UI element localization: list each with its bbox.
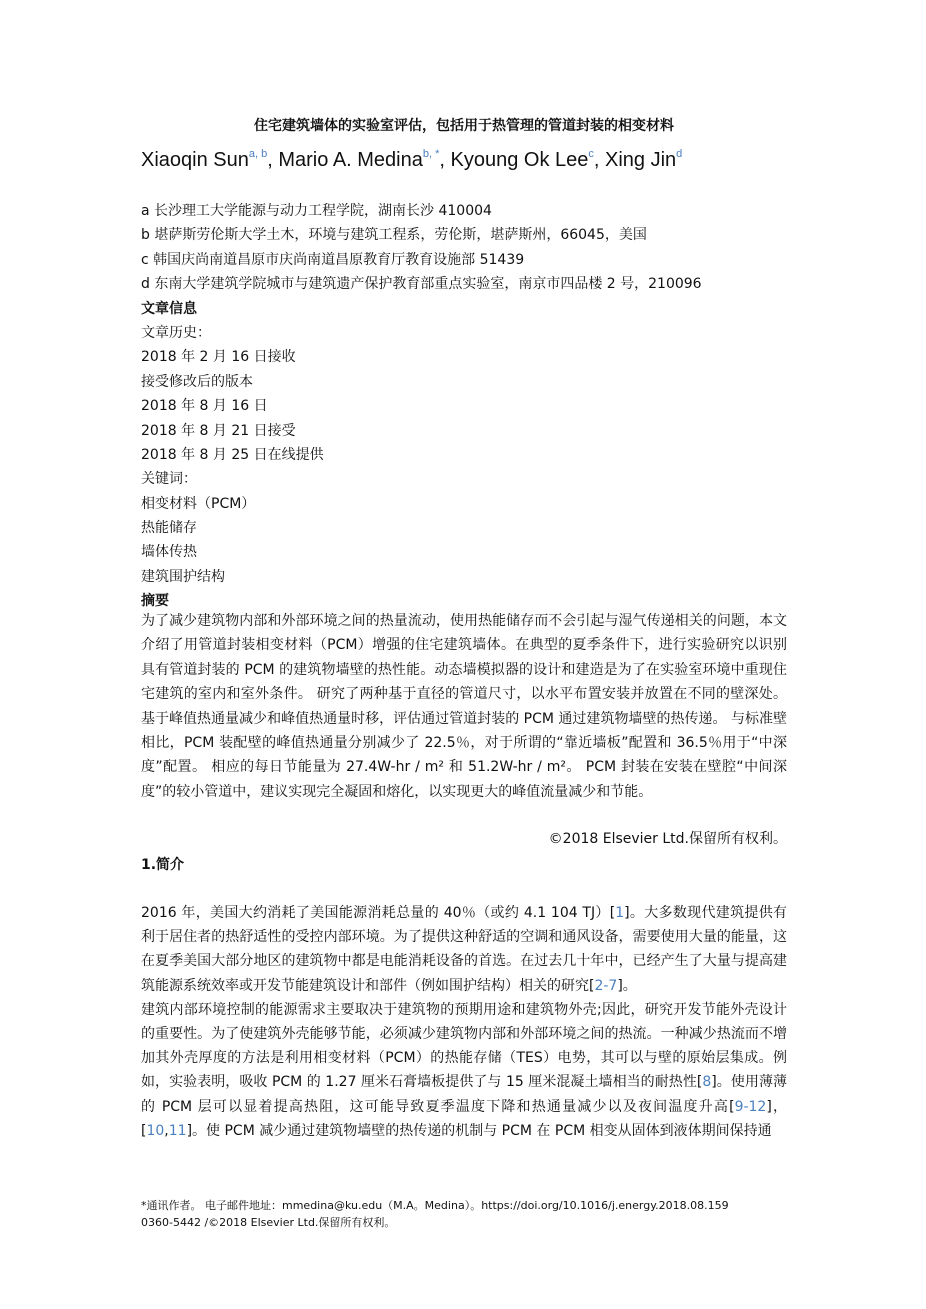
history-item: 2018 年 2 月 16 日接收 bbox=[141, 349, 296, 366]
author-affiliation-mark[interactable]: c bbox=[588, 148, 594, 160]
paragraph bbox=[141, 998, 787, 1143]
article-info-heading: 文章信息 bbox=[141, 300, 197, 317]
introduction-body bbox=[141, 901, 787, 1143]
author-list: Xiaoqin Sun$^{a, b}$, Mario A. Medina$^{b, *}$, Kyoung Ok Lee$^c$, Xing Jin$^d$ bbox=[141, 148, 683, 171]
author-affiliation-mark[interactable]: b, * bbox=[422, 148, 440, 160]
author-name: Xing Jin bbox=[605, 149, 677, 171]
citation-link[interactable]: 9-12 bbox=[734, 1098, 767, 1115]
citation-link[interactable]: 8 bbox=[702, 1074, 712, 1091]
citation-link[interactable]: 2-7 bbox=[594, 977, 618, 994]
history-item: 2018 年 8 月 16 日 bbox=[141, 398, 268, 415]
affiliation: d 东南大学建筑学院城市与建筑遗产保护教育部重点实验室，南京市四品楼 2 号，210096 bbox=[141, 276, 702, 293]
affiliation: b 堪萨斯劳伦斯大学土木，环境与建筑工程系，劳伦斯，堪萨斯州，66045，美国 bbox=[141, 227, 647, 244]
keyword: 墙体传热 bbox=[141, 544, 197, 561]
paragraph-text: ]。使 PCM 减少通过建筑物墙壁的热传递的机制与 PCM 在 PCM 相变从固体到液体期间保持通 bbox=[186, 1122, 772, 1139]
paper-title: 住宅建筑墙体的实验室评估，包括用于热管理的管道封装的相变材料 bbox=[254, 118, 674, 134]
paragraph-text: ]。使用薄薄的 PCM 层可以显着提高热阻，这可能导致夏季温度下降和热通量减少以及夜间温度升高[ bbox=[141, 1074, 787, 1115]
footnotes bbox=[141, 1197, 801, 1231]
abstract-heading: 摘要 bbox=[141, 593, 169, 610]
history-item: 2018 年 8 月 25 日在线提供 bbox=[141, 446, 324, 463]
front-matter bbox=[141, 199, 801, 614]
history-item: 2018 年 8 月 21 日接受 bbox=[141, 422, 296, 439]
citation-link[interactable]: 11 bbox=[168, 1122, 187, 1139]
paragraph-text: ]。大多数现代建筑提供有利于居住者的热舒适性的受控内部环境。为了提供这种舒适的空调和通风设备，需要使用大量的能量，这在夏季美国大部分地区的建筑物中都是电能消耗设备的首选。在过去几十年中，已经产生了大量与提高建筑能源系统效率或开发节能建筑设计和部件（例如围护结构）相关的研究[ bbox=[141, 905, 787, 994]
author-affiliation-mark[interactable]: a, b bbox=[248, 148, 268, 160]
history-item: 接受修改后的版本 bbox=[141, 373, 253, 390]
affiliation: a 长沙理工大学能源与动力工程学院，湖南长沙 410004 bbox=[141, 203, 492, 219]
citation-link[interactable]: 10 bbox=[146, 1122, 165, 1139]
paragraph-text: ]，[ bbox=[141, 1098, 787, 1139]
keywords-label: 关键词： bbox=[141, 471, 197, 488]
author-name: Kyoung Ok Lee bbox=[450, 149, 589, 171]
paragraph-text: , bbox=[164, 1122, 169, 1139]
paragraph bbox=[141, 901, 787, 998]
keyword: 相变材料（PCM） bbox=[141, 495, 256, 512]
author-affiliation-mark[interactable]: d bbox=[676, 148, 683, 160]
affiliation: c 韩国庆尚南道昌原市庆尚南道昌原教育厅教育设施部 51439 bbox=[141, 251, 525, 268]
issn-copyright-note: 0360-5442 /©2018 Elsevier Ltd.保留所有权利。 bbox=[141, 1216, 396, 1229]
author-name: Xiaoqin Sun bbox=[141, 149, 249, 171]
keyword: 建筑围护结构 bbox=[141, 568, 225, 585]
abstract-text: 为了减少建筑物内部和外部环境之间的热量流动，使用热能储存而不会引起与湿气传递相关的问题，本文介绍了用管道封装相变材料（PCM）增强的住宅建筑墙体。在典型的夏季条件下，进行实验研究以识别具有管道封装的 PCM 的建筑物墙壁的热性能。动态墙模拟器的设计和建造是为了在实验室环境中重现住宅建筑的室内和室外条件。 研究了两种基于直径的管道尺寸，以水平布置安装并放置在不同的壁深处。基于峰值热通量减少和峰值热通量时移，评估通过管道封装的 PCM 通过建筑物墙壁的热传递。 与标准壁相比，PCM 装配壁的峰值热通量分别减少了 22.5％，对于所谓的“靠近墙板”配置和 36.5％用于“中深度”配置。 相应的每日节能量为 27.4W-hr / m² 和 51.2W-hr / m²。 PCM 封装在安装在壁腔“中间深度”的较小管道中，建议实现完全凝固和熔化，以实现更大的峰值流量减少和节能。 bbox=[141, 613, 787, 800]
corresponding-author-note: *通讯作者。 电子邮件地址：mmedina@ku.edu（M.A。Medina）。https://doi.org/10.1016/j.energy.2018.08.159 bbox=[141, 1199, 729, 1212]
history-label: 文章历史： bbox=[141, 324, 211, 341]
copyright-notice: ©2018 Elsevier Ltd.保留所有权利。 bbox=[548, 831, 787, 847]
paragraph-text: 2016 年，美国大约消耗了美国能源消耗总量的 40％（或约 4.1 104 TJ）[ bbox=[141, 905, 616, 921]
author-name: Mario A. Medina bbox=[278, 149, 423, 171]
keyword: 热能储存 bbox=[141, 520, 197, 537]
paragraph-text: 建筑内部环境控制的能源需求主要取决于建筑物的预期用途和建筑物外壳;因此，研究开发节能外壳设计的重要性。为了使建筑外壳能够节能，必须减少建筑物内部和外部环境之间的热流。一种减少热流而不增加其外壳厚度的方法是利用相变材料（PCM）的热能存储（TES）电势，其可以与壁的原始层集成。例如，实验表明，吸收 PCM 的 1.27 厘米石膏墙板提供了与 15 厘米混凝土墙相当的耐热性[ bbox=[141, 1001, 787, 1091]
citation-link[interactable]: 1 bbox=[615, 905, 625, 921]
paragraph-text: ]。 bbox=[617, 977, 637, 994]
section-heading: 1.简介 bbox=[141, 857, 185, 873]
